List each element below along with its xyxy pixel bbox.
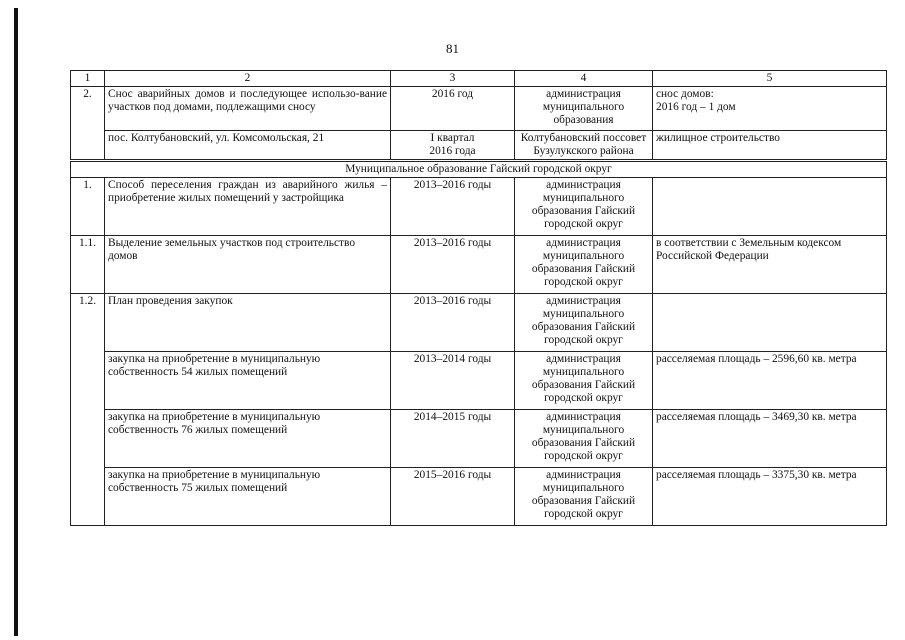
row-period: 2013–2016 годы [391,236,515,294]
header-col-2: 2 [105,71,391,87]
row-executor: администрация муниципального образования Гайский городской округ [515,178,653,236]
row-number: 1.1. [71,236,105,294]
row-result: в соответствии с Земельным кодексом Российской Федерации [653,236,887,294]
page-number: 81 [446,41,459,56]
table-row [71,178,887,236]
row-number: 1.2. [71,294,105,352]
row-task: закупка на приобретение в муниципальную собственность 76 жилых помещений [105,410,391,468]
row-executor: администрация муниципального образования Гайский городской округ [515,294,653,352]
table-row [71,87,887,131]
table-row [71,294,887,352]
header-col-4: 4 [515,71,653,87]
row-number: 1. [71,178,105,236]
scan-edge-bar [14,8,18,636]
table-row [71,410,887,468]
row-task: закупка на приобретение в муниципальную собственность 54 жилых помещений [105,352,391,410]
header-col-5: 5 [653,71,887,87]
row-period: 2014–2015 годы [391,410,515,468]
row-executor: Колтубановский поссовет Бузулукского района [515,131,653,161]
row-executor: администрация муниципального образования Гайский городской округ [515,410,653,468]
row-period: 2013–2014 годы [391,352,515,410]
row-number-empty [71,468,105,526]
row-result [653,178,887,236]
row-period: I квартал 2016 года [391,131,515,161]
table-row [71,131,887,161]
row-number-empty [71,131,105,161]
row-result: снос домов: 2016 год – 1 дом [653,87,887,131]
section-title-row [71,161,887,178]
row-result: жилищное строительство [653,131,887,161]
row-period: 2015–2016 годы [391,468,515,526]
table-row [71,352,887,410]
header-row [71,71,887,87]
row-task: План проведения закупок [105,294,391,352]
row-executor: администрация муниципального образования [515,87,653,131]
row-number-empty [71,410,105,468]
row-task: Выделение земельных участков под строительство домов [105,236,391,294]
header-col-3: 3 [391,71,515,87]
row-address: пос. Колтубановский, ул. Комсомольская, 21 [105,131,391,161]
row-result [653,294,887,352]
section-title: Муниципальное образование Гайский городской округ [71,161,887,178]
row-period: 2016 год [391,87,515,131]
row-executor: администрация муниципального образования Гайский городской округ [515,468,653,526]
row-result: расселяемая площадь – 3469,30 кв. метра [653,410,887,468]
row-executor: администрация муниципального образования Гайский городской округ [515,236,653,294]
row-number-empty [71,352,105,410]
plan-table [70,70,887,526]
table-row [71,468,887,526]
row-period: 2013–2016 годы [391,178,515,236]
table-row [71,236,887,294]
row-result: расселяемая площадь – 3375,30 кв. метра [653,468,887,526]
row-number: 2. [71,87,105,131]
row-result: расселяемая площадь – 2596,60 кв. метра [653,352,887,410]
row-period: 2013–2016 годы [391,294,515,352]
row-task: Снос аварийных домов и последующее использо-вание участков под домами, подлежащими сносу [105,87,391,131]
header-col-1: 1 [71,71,105,87]
row-executor: администрация муниципального образования Гайский городской округ [515,352,653,410]
row-task: закупка на приобретение в муниципальную собственность 75 жилых помещений [105,468,391,526]
row-task: Способ переселения граждан из аварийного жилья – приобретение жилых помещений у застройщика [105,178,391,236]
